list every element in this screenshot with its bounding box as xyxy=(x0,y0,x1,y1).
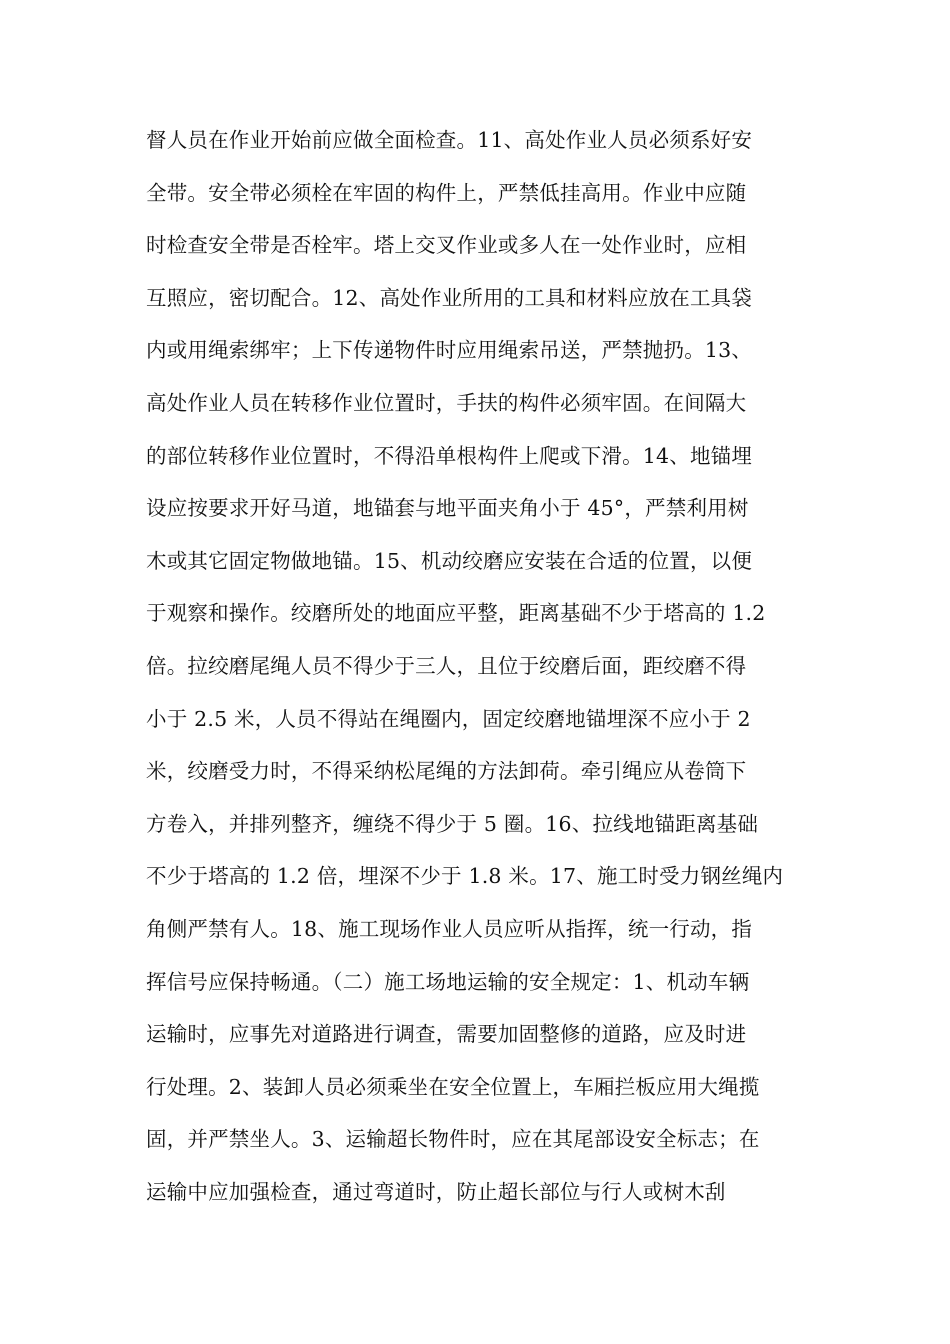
text-line: 木或其它固定物做地锚。15、机动绞磨应安装在合适的位置，以便 xyxy=(146,548,753,573)
text-line: 不少于塔高的 1.2 倍，埋深不少于 1.8 米。17、施工时受力钢丝绳内 xyxy=(146,864,784,889)
text-line: 高处作业人员在转移作业位置时，手扶的构件必须牢固。在间隔大 xyxy=(146,390,747,415)
text-line: 固，并严禁坐人。3、运输超长物件时，应在其尾部设安全标志；在 xyxy=(146,1127,760,1152)
text-line: 督人员在作业开始前应做全面检查。11、高处作业人员必须系好安 xyxy=(146,128,753,152)
text-line: 运输时，应事先对道路进行调查，需要加固整修的道路，应及时进 xyxy=(146,1022,747,1047)
text-line: 设应按要求开好马道，地锚套与地平面夹角小于 45°，严禁利用树 xyxy=(146,496,749,521)
text-line: 挥信号应保持畅通。（二）施工场地运输的安全规定：1、机动车辆 xyxy=(146,969,750,994)
text-line: 时检查安全带是否栓牢。塔上交叉作业或多人在一处作业时，应相 xyxy=(146,233,747,258)
text-line: 行处理。2、装卸人员必须乘坐在安全位置上，车厢拦板应用大绳揽 xyxy=(146,1074,760,1099)
text-line: 于观察和操作。绞磨所处的地面应平整，距离基础不少于塔高的 1.2 xyxy=(146,601,766,626)
text-line: 倍。拉绞磨尾绳人员不得少于三人，且位于绞磨后面，距绞磨不得 xyxy=(146,653,747,678)
text-line: 的部位转移作业位置时，不得沿单根构件上爬或下滑。14、地锚埋 xyxy=(146,443,753,468)
text-line: 米，绞磨受力时，不得采纳松尾绳的方法卸荷。牵引绳应从卷筒下 xyxy=(146,759,747,784)
body-text xyxy=(146,114,816,1218)
text-line: 角侧严禁有人。18、施工现场作业人员应听从指挥，统一行动，指 xyxy=(146,916,753,941)
text-line: 互照应，密切配合。12、高处作业所用的工具和材料应放在工具袋 xyxy=(146,285,753,310)
text-line: 小于 2.5 米，人员不得站在绳圈内，固定绞磨地锚埋深不应小于 2 xyxy=(146,706,751,731)
text-line: 运输中应加强检查，通过弯道时，防止超长部位与行人或树木刮 xyxy=(146,1179,726,1204)
text-line: 方卷入，并排列整齐，缠绕不得少于 5 圈。16、拉线地锚距离基础 xyxy=(146,811,759,836)
text-line: 全带。安全带必须栓在牢固的构件上，严禁低挂高用。作业中应随 xyxy=(146,180,747,205)
text-line: 内或用绳索绑牢；上下传递物件时应用绳索吊送，严禁抛扔。13、 xyxy=(146,338,753,363)
